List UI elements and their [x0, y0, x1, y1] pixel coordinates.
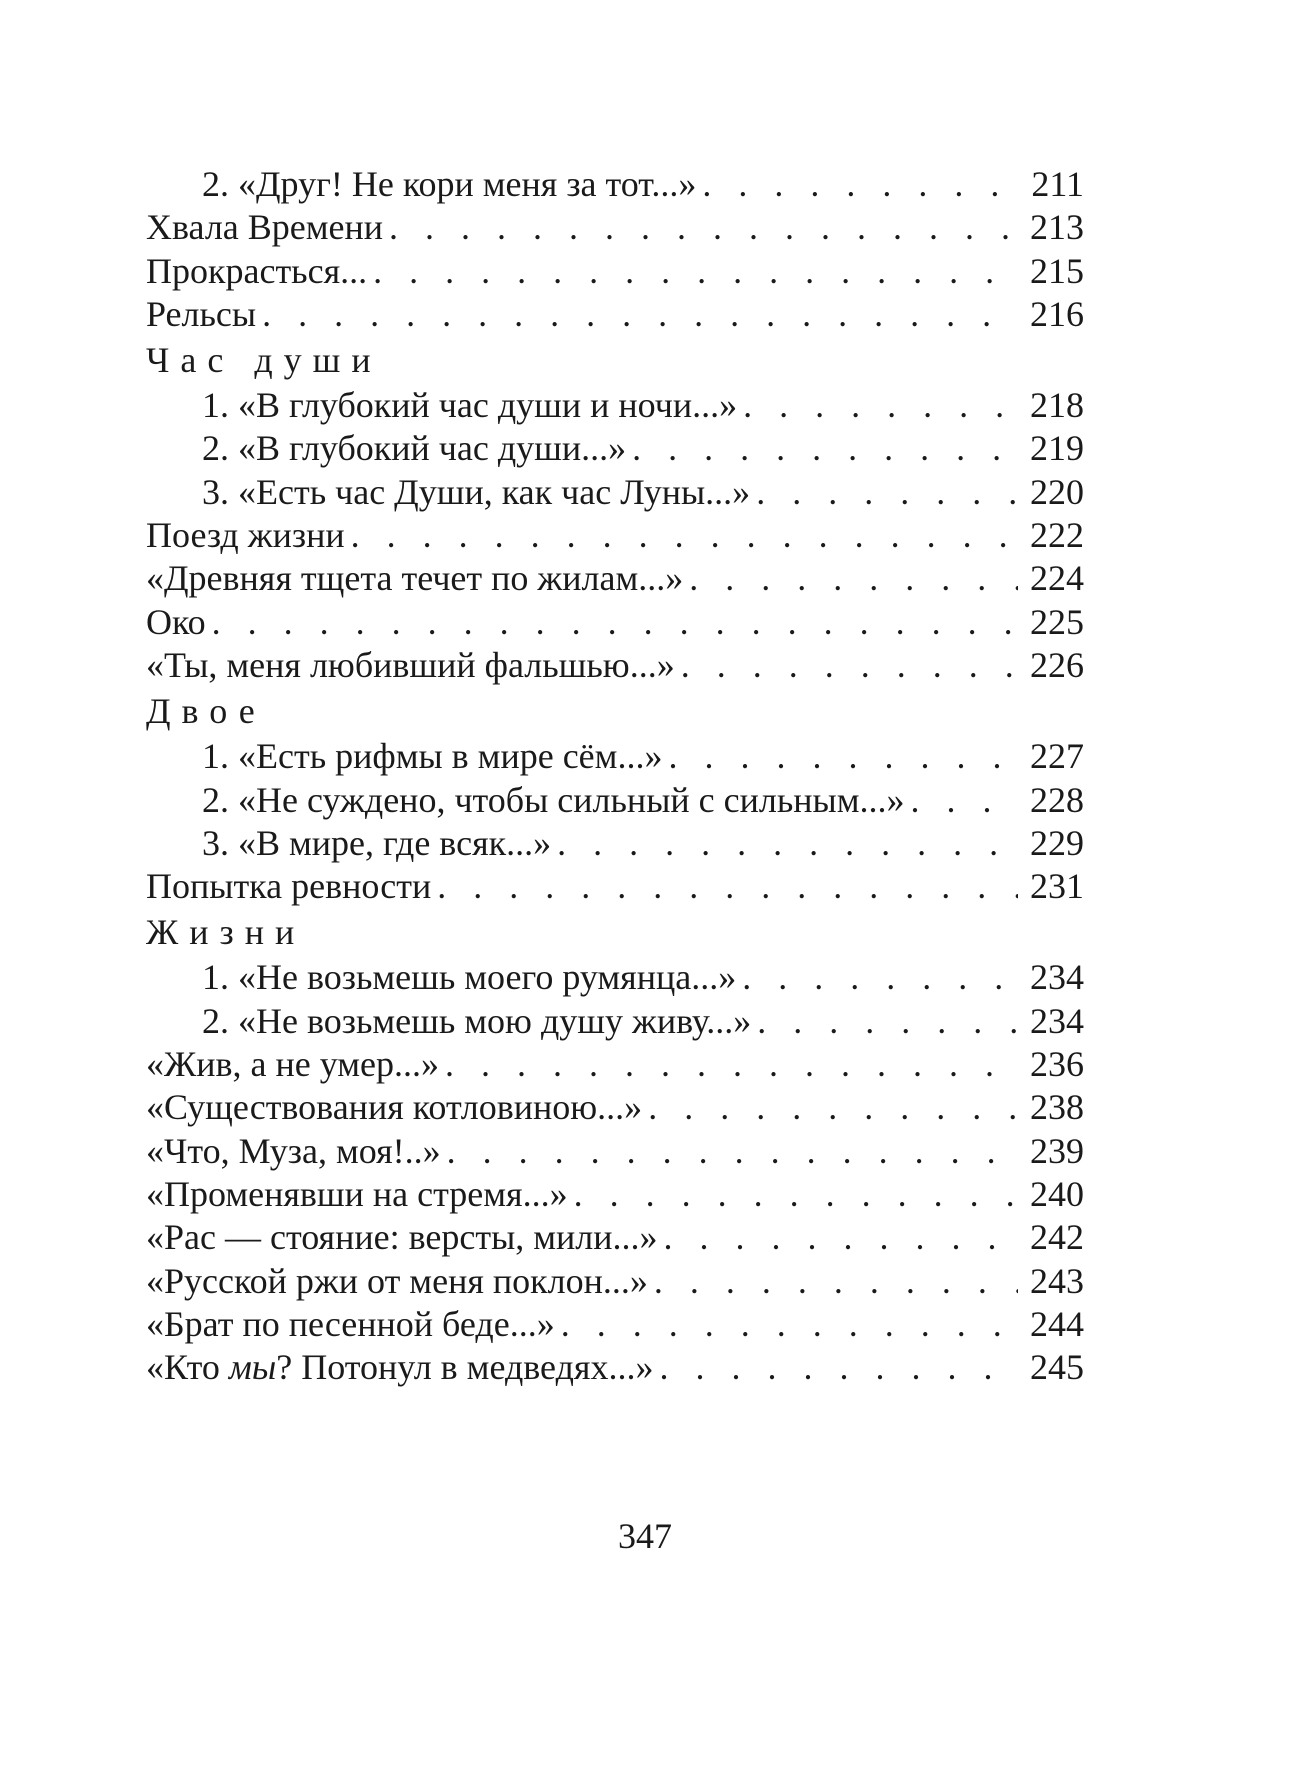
entry-title-part: ? Потонул в медведях...»: [276, 1347, 654, 1388]
entry-page-number: 238: [1030, 1087, 1084, 1128]
dot-leader: [389, 206, 1018, 249]
toc-entry: [146, 471, 1084, 514]
entry-title: [146, 1346, 653, 1389]
entry-title: 3. «В мире, где всяк...»: [202, 822, 552, 863]
toc-entry: [146, 822, 1084, 865]
entry-page-number: 219: [1030, 428, 1084, 469]
toc-section-heading: [146, 336, 1084, 384]
dot-leader: [262, 293, 1018, 336]
dot-leader: [351, 514, 1018, 557]
toc-entry: [146, 779, 1084, 822]
entry-page-number: 227: [1030, 736, 1084, 777]
toc-entry: [146, 514, 1084, 557]
toc-entry: [146, 293, 1084, 336]
entry-title: Хвала Времени: [146, 207, 384, 248]
toc-entry: [146, 1086, 1084, 1129]
entry-title: Око: [146, 601, 206, 642]
entry-title: Прокрасться...: [146, 250, 368, 291]
table-of-contents: [146, 163, 1084, 1389]
entry-title: 1. «Есть рифмы в мире сём...»: [202, 736, 663, 777]
entry-page-number: 244: [1030, 1303, 1084, 1344]
entry-page-number: 242: [1030, 1217, 1084, 1258]
entry-title: «Ты, меня любивший фальшью...»: [146, 644, 675, 685]
entry-title: «Что, Муза, моя!..»: [146, 1130, 441, 1171]
toc-entry: [146, 1260, 1084, 1303]
dot-leader: [557, 822, 1018, 865]
dot-leader: [681, 644, 1018, 687]
entry-title: Поезд жизни: [146, 515, 345, 556]
toc-entry: [146, 250, 1084, 293]
dot-leader: [757, 1000, 1018, 1043]
dot-leader: [911, 779, 1019, 822]
toc-entry: [146, 1173, 1084, 1216]
toc-entry: [146, 601, 1084, 644]
dot-leader: [659, 1346, 1018, 1389]
entry-page-number: 211: [1031, 164, 1084, 204]
entry-title: «Древняя тщета течет по жилам...»: [146, 558, 684, 599]
page-number: 347: [618, 1516, 672, 1556]
section-title: Двое: [146, 691, 266, 732]
entry-title-italic-part: мы: [228, 1347, 277, 1388]
dot-leader: [373, 250, 1018, 293]
dot-leader: [648, 1086, 1018, 1129]
section-title: Час души: [146, 340, 382, 381]
entry-page-number: 240: [1030, 1173, 1084, 1214]
entry-title: «Рас — стояние: версты, мили...»: [146, 1217, 658, 1258]
entry-page-number: 234: [1030, 1000, 1084, 1041]
entry-page-number: 213: [1030, 207, 1084, 248]
toc-entry: [146, 956, 1084, 999]
entry-page-number: 222: [1030, 515, 1084, 556]
entry-title: «Существования котловиною...»: [146, 1087, 643, 1128]
entry-title: «Променявши на стремя...»: [146, 1173, 568, 1214]
dot-leader: [561, 1303, 1018, 1346]
dot-leader: [689, 557, 1018, 600]
entry-title: «Брат по песенной беде...»: [146, 1303, 555, 1344]
toc-section-heading: [146, 908, 1084, 956]
dot-leader: [702, 163, 1018, 206]
entry-title: 2. «Друг! Не кори меня за тот...»: [202, 164, 697, 204]
entry-title: 1. «В глубокий час души и ночи...»: [202, 385, 738, 426]
entry-title-part: «Кто: [146, 1347, 229, 1388]
dot-leader: [632, 427, 1018, 470]
dot-leader: [445, 1043, 1018, 1086]
entry-page-number: 234: [1030, 957, 1084, 998]
toc-entry: [146, 1043, 1084, 1086]
entry-title: 3. «Есть час Души, как час Луны...»: [202, 471, 751, 512]
entry-page-number: 224: [1030, 558, 1084, 599]
dot-leader: [447, 1130, 1018, 1173]
dot-leader: [668, 735, 1018, 778]
toc-entry: [146, 644, 1084, 687]
entry-page-number: 236: [1030, 1044, 1084, 1085]
entry-title: «Жив, а не умер...»: [146, 1044, 440, 1085]
entry-page-number: 239: [1030, 1130, 1084, 1171]
entry-title: Рельсы: [146, 293, 257, 334]
entry-title: 2. «В глубокий час души...»: [202, 428, 627, 469]
toc-entry: [146, 1216, 1084, 1259]
dot-leader: [574, 1173, 1018, 1216]
toc-entry: [146, 865, 1084, 908]
toc-entry: [146, 1130, 1084, 1173]
entry-title: 2. «Не возьмешь мою душу живу...»: [202, 1000, 752, 1041]
toc-section-heading: [146, 687, 1084, 735]
toc-entry: [146, 427, 1084, 470]
entry-page-number: 220: [1030, 471, 1084, 512]
entry-page-number: 216: [1030, 293, 1084, 334]
entry-page-number: 218: [1030, 385, 1084, 426]
toc-entry: [146, 1000, 1084, 1043]
toc-entry: [146, 1303, 1084, 1346]
entry-page-number: 243: [1030, 1260, 1084, 1301]
section-title: Жизни: [146, 912, 306, 953]
dot-leader: [654, 1260, 1018, 1303]
toc-entry: [146, 206, 1084, 249]
dot-leader: [756, 471, 1018, 514]
entry-title: 1. «Не возьмешь моего румянца...»: [202, 957, 737, 998]
entry-page-number: 231: [1030, 866, 1084, 907]
entry-title: 2. «Не суждено, чтобы сильный с сильным...»: [202, 779, 905, 820]
entry-page-number: 226: [1030, 644, 1084, 685]
dot-leader: [742, 956, 1018, 999]
entry-page-number: 228: [1030, 779, 1084, 820]
entry-page-number: 225: [1030, 601, 1084, 642]
toc-entry: [146, 557, 1084, 600]
entry-title: «Русской ржи от меня поклон...»: [146, 1260, 648, 1301]
entry-title: Попытка ревности: [146, 866, 432, 907]
toc-entry: [146, 384, 1084, 427]
dot-leader: [212, 601, 1018, 644]
dot-leader: [743, 384, 1018, 427]
toc-entry: [146, 163, 1084, 206]
entry-page-number: 215: [1030, 250, 1084, 291]
toc-entry: [146, 1346, 1084, 1389]
entry-page-number: 229: [1030, 822, 1084, 863]
dot-leader: [664, 1216, 1018, 1259]
entry-page-number: 245: [1030, 1347, 1084, 1388]
dot-leader: [437, 865, 1018, 908]
toc-entry: [146, 735, 1084, 778]
